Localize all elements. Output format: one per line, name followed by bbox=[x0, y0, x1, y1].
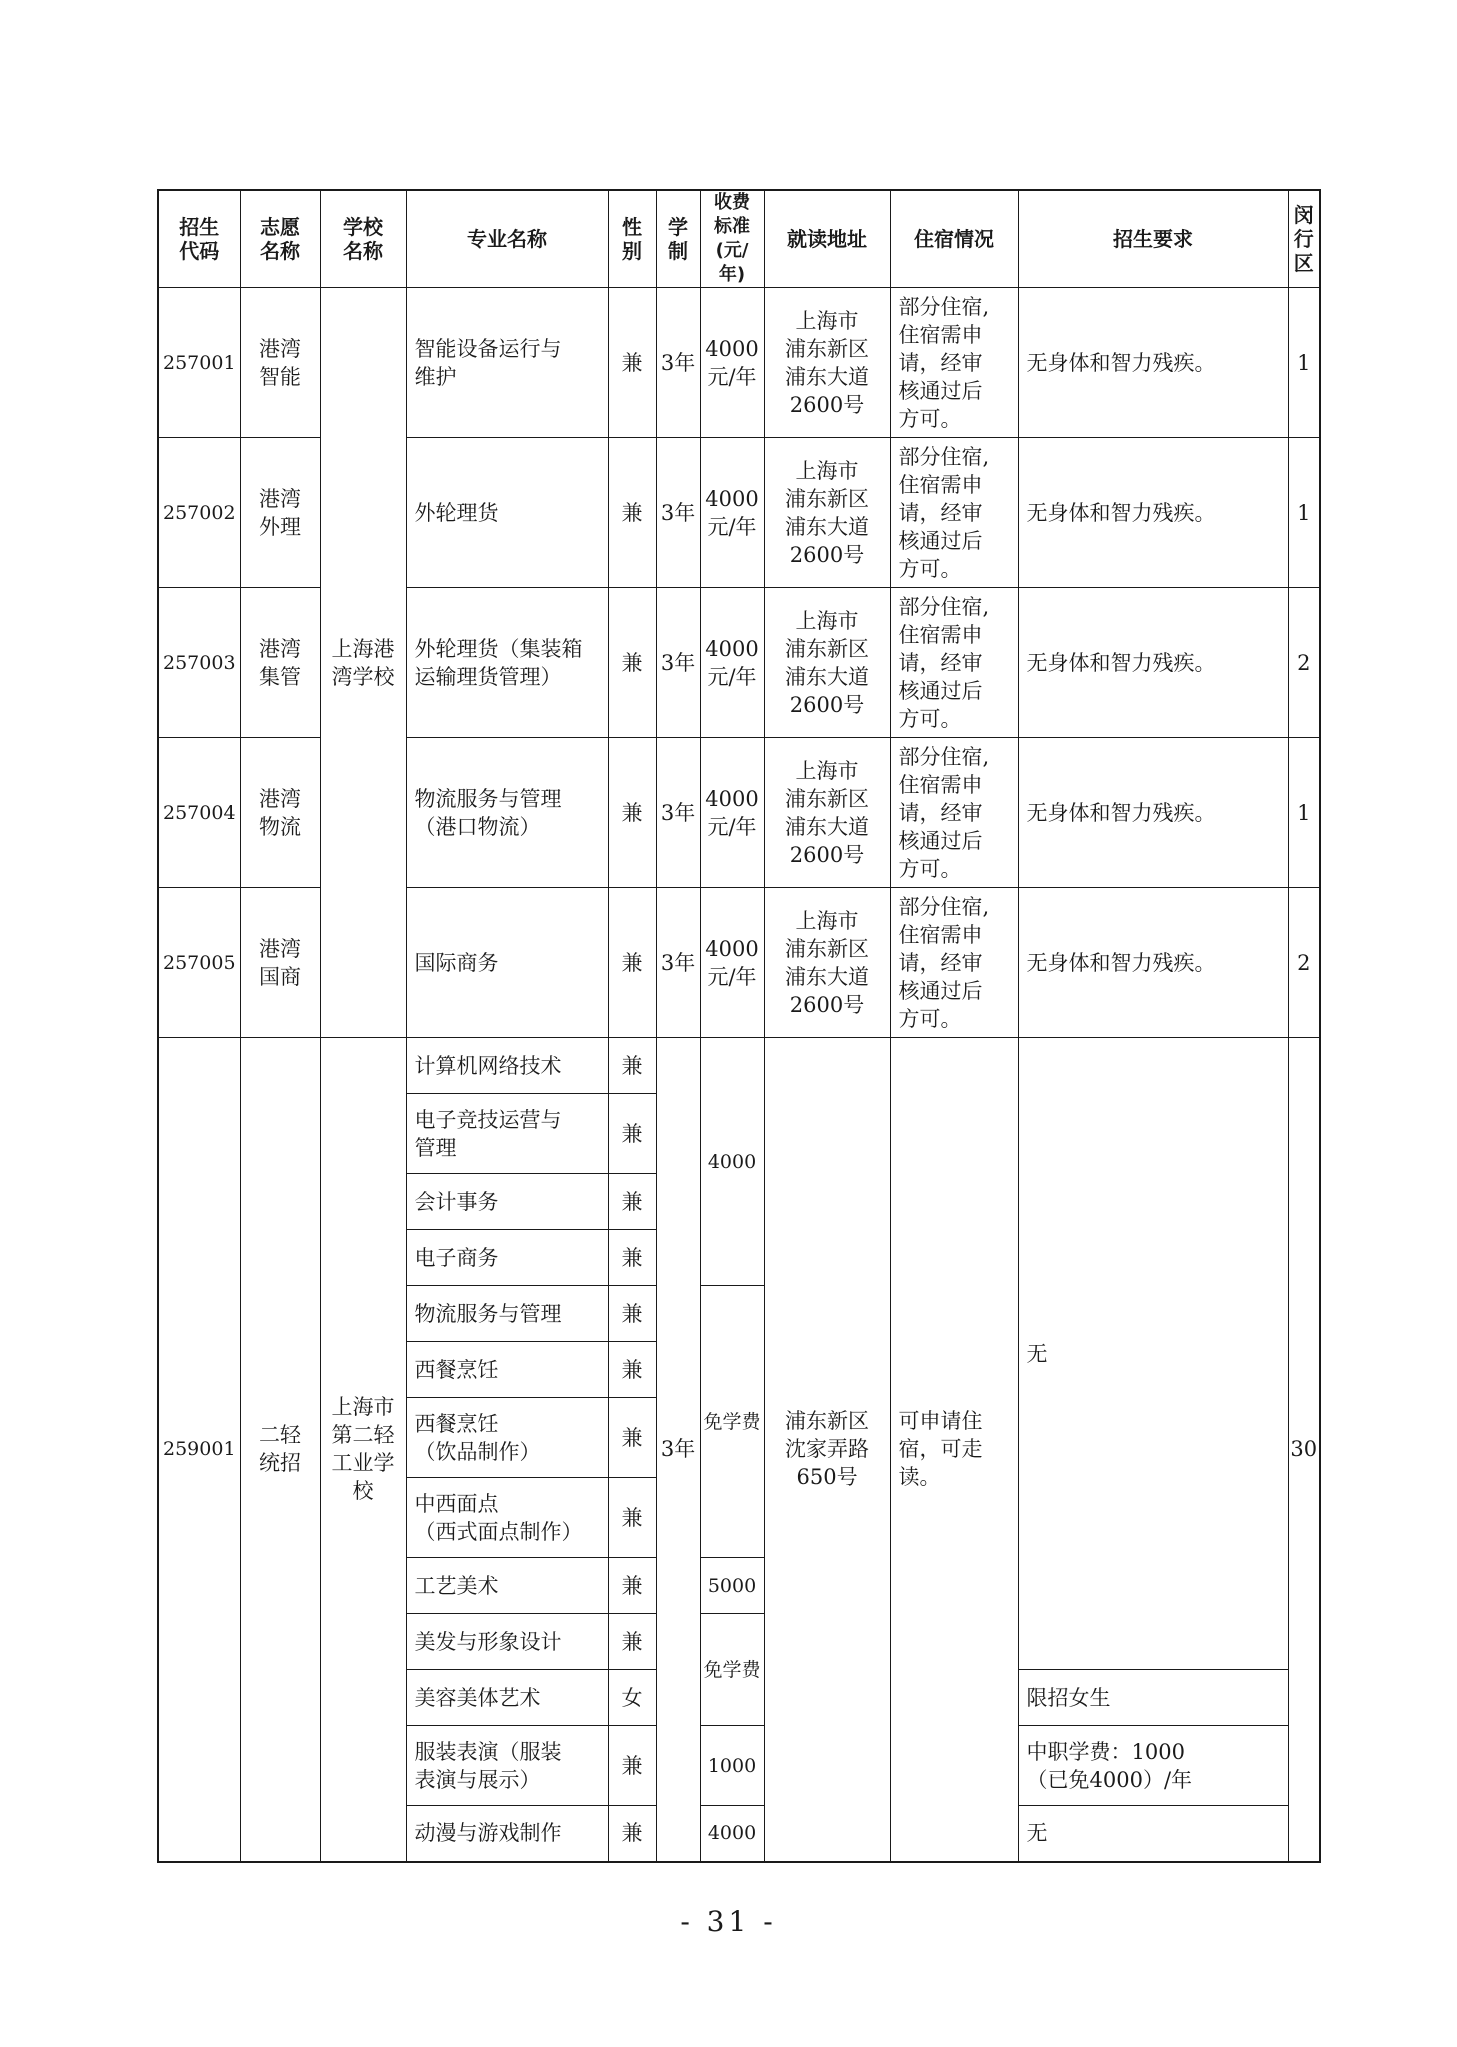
header-housing: 住宿情况 bbox=[890, 190, 1018, 288]
volunteer-name: 二轻 统招 bbox=[240, 1038, 320, 1862]
enroll-code: 257002 bbox=[158, 438, 240, 588]
address: 上海市 浦东新区 浦东大道 2600号 bbox=[764, 738, 890, 888]
gender: 兼 bbox=[608, 1174, 656, 1230]
district: 1 bbox=[1288, 288, 1320, 438]
district: 2 bbox=[1288, 588, 1320, 738]
page-number: - 31 - bbox=[680, 1905, 777, 1938]
housing: 可申请住 宿，可走 读。 bbox=[890, 1038, 1018, 1862]
fee: 4000 bbox=[700, 1806, 764, 1862]
header-code: 招生 代码 bbox=[158, 190, 240, 288]
enroll-code: 259001 bbox=[158, 1038, 240, 1862]
district: 1 bbox=[1288, 738, 1320, 888]
table-row bbox=[158, 288, 1320, 438]
requirement: 无 bbox=[1018, 1806, 1288, 1862]
address: 上海市 浦东新区 浦东大道 2600号 bbox=[764, 588, 890, 738]
header-row bbox=[158, 190, 1320, 288]
volunteer-name: 港湾 物流 bbox=[240, 738, 320, 888]
major-name: 外轮理货（集装箱 运输理货管理） bbox=[406, 588, 608, 738]
major-name: 西餐烹饪 （饮品制作） bbox=[406, 1398, 608, 1478]
requirement: 无 bbox=[1018, 1038, 1288, 1670]
header-volunteer: 志愿 名称 bbox=[240, 190, 320, 288]
gender: 兼 bbox=[608, 738, 656, 888]
volunteer-name: 港湾 智能 bbox=[240, 288, 320, 438]
gender: 兼 bbox=[608, 1038, 656, 1094]
gender: 兼 bbox=[608, 1558, 656, 1614]
header-address: 就读地址 bbox=[764, 190, 890, 288]
years: 3年 bbox=[656, 438, 700, 588]
fee: 4000 元/年 bbox=[700, 588, 764, 738]
requirement: 中职学费：1000 （已免4000）/年 bbox=[1018, 1726, 1288, 1806]
address: 上海市 浦东新区 浦东大道 2600号 bbox=[764, 288, 890, 438]
address: 上海市 浦东新区 浦东大道 2600号 bbox=[764, 438, 890, 588]
header-district: 闵 行 区 bbox=[1288, 190, 1320, 288]
gender: 兼 bbox=[608, 438, 656, 588]
address: 上海市 浦东新区 浦东大道 2600号 bbox=[764, 888, 890, 1038]
gender: 兼 bbox=[608, 1478, 656, 1558]
major-name: 智能设备运行与 维护 bbox=[406, 288, 608, 438]
table-row bbox=[158, 1038, 1320, 1094]
years: 3年 bbox=[656, 1038, 700, 1862]
gender: 兼 bbox=[608, 1806, 656, 1862]
major-name: 中西面点 （西式面点制作） bbox=[406, 1478, 608, 1558]
fee: 4000 元/年 bbox=[700, 438, 764, 588]
requirement: 无身体和智力残疾。 bbox=[1018, 888, 1288, 1038]
requirement: 无身体和智力残疾。 bbox=[1018, 438, 1288, 588]
gender: 兼 bbox=[608, 288, 656, 438]
fee: 4000 元/年 bbox=[700, 888, 764, 1038]
gender: 女 bbox=[608, 1670, 656, 1726]
enroll-code: 257004 bbox=[158, 738, 240, 888]
requirement: 无身体和智力残疾。 bbox=[1018, 588, 1288, 738]
gender: 兼 bbox=[608, 1614, 656, 1670]
years: 3年 bbox=[656, 288, 700, 438]
gender: 兼 bbox=[608, 1094, 656, 1174]
school-name: 上海市 第二轻 工业学 校 bbox=[320, 1038, 406, 1862]
fee: 免学费 bbox=[700, 1286, 764, 1558]
header-fee: 收费 标准 (元/年) bbox=[700, 190, 764, 288]
enroll-code: 257003 bbox=[158, 588, 240, 738]
gender: 兼 bbox=[608, 1230, 656, 1286]
requirement: 限招女生 bbox=[1018, 1670, 1288, 1726]
years: 3年 bbox=[656, 588, 700, 738]
fee: 4000 元/年 bbox=[700, 738, 764, 888]
gender: 兼 bbox=[608, 1398, 656, 1478]
header-requirement: 招生要求 bbox=[1018, 190, 1288, 288]
enrollment-table bbox=[157, 189, 1321, 1863]
major-name: 电子商务 bbox=[406, 1230, 608, 1286]
major-name: 美发与形象设计 bbox=[406, 1614, 608, 1670]
header-gender: 性 别 bbox=[608, 190, 656, 288]
major-name: 工艺美术 bbox=[406, 1558, 608, 1614]
district: 30 bbox=[1288, 1038, 1320, 1862]
years: 3年 bbox=[656, 738, 700, 888]
address: 浦东新区 沈家弄路 650号 bbox=[764, 1038, 890, 1862]
requirement: 无身体和智力残疾。 bbox=[1018, 738, 1288, 888]
volunteer-name: 港湾 国商 bbox=[240, 888, 320, 1038]
gender: 兼 bbox=[608, 588, 656, 738]
school-name: 上海港 湾学校 bbox=[320, 288, 406, 1038]
volunteer-name: 港湾 外理 bbox=[240, 438, 320, 588]
fee: 1000 bbox=[700, 1726, 764, 1806]
gender: 兼 bbox=[608, 1286, 656, 1342]
housing: 部分住宿, 住宿需申 请，经审 核通过后 方可。 bbox=[890, 888, 1018, 1038]
gender: 兼 bbox=[608, 1726, 656, 1806]
volunteer-name: 港湾 集管 bbox=[240, 588, 320, 738]
years: 3年 bbox=[656, 888, 700, 1038]
gender: 兼 bbox=[608, 888, 656, 1038]
fee: 4000 元/年 bbox=[700, 288, 764, 438]
major-name: 美容美体艺术 bbox=[406, 1670, 608, 1726]
major-name: 国际商务 bbox=[406, 888, 608, 1038]
major-name: 电子竞技运营与 管理 bbox=[406, 1094, 608, 1174]
major-name: 物流服务与管理 bbox=[406, 1286, 608, 1342]
major-name: 服装表演（服装 表演与展示） bbox=[406, 1726, 608, 1806]
fee: 4000 bbox=[700, 1038, 764, 1286]
header-school: 学校 名称 bbox=[320, 190, 406, 288]
header-years: 学 制 bbox=[656, 190, 700, 288]
housing: 部分住宿, 住宿需申 请，经审 核通过后 方可。 bbox=[890, 438, 1018, 588]
housing: 部分住宿, 住宿需申 请，经审 核通过后 方可。 bbox=[890, 588, 1018, 738]
major-name: 外轮理货 bbox=[406, 438, 608, 588]
fee: 5000 bbox=[700, 1558, 764, 1614]
requirement: 无身体和智力残疾。 bbox=[1018, 288, 1288, 438]
major-name: 动漫与游戏制作 bbox=[406, 1806, 608, 1862]
header-major: 专业名称 bbox=[406, 190, 608, 288]
district: 1 bbox=[1288, 438, 1320, 588]
major-name: 计算机网络技术 bbox=[406, 1038, 608, 1094]
enroll-code: 257001 bbox=[158, 288, 240, 438]
enroll-code: 257005 bbox=[158, 888, 240, 1038]
fee: 免学费 bbox=[700, 1614, 764, 1726]
major-name: 物流服务与管理 （港口物流） bbox=[406, 738, 608, 888]
housing: 部分住宿, 住宿需申 请，经审 核通过后 方可。 bbox=[890, 738, 1018, 888]
major-name: 会计事务 bbox=[406, 1174, 608, 1230]
district: 2 bbox=[1288, 888, 1320, 1038]
gender: 兼 bbox=[608, 1342, 656, 1398]
major-name: 西餐烹饪 bbox=[406, 1342, 608, 1398]
housing: 部分住宿, 住宿需申 请，经审 核通过后 方可。 bbox=[890, 288, 1018, 438]
